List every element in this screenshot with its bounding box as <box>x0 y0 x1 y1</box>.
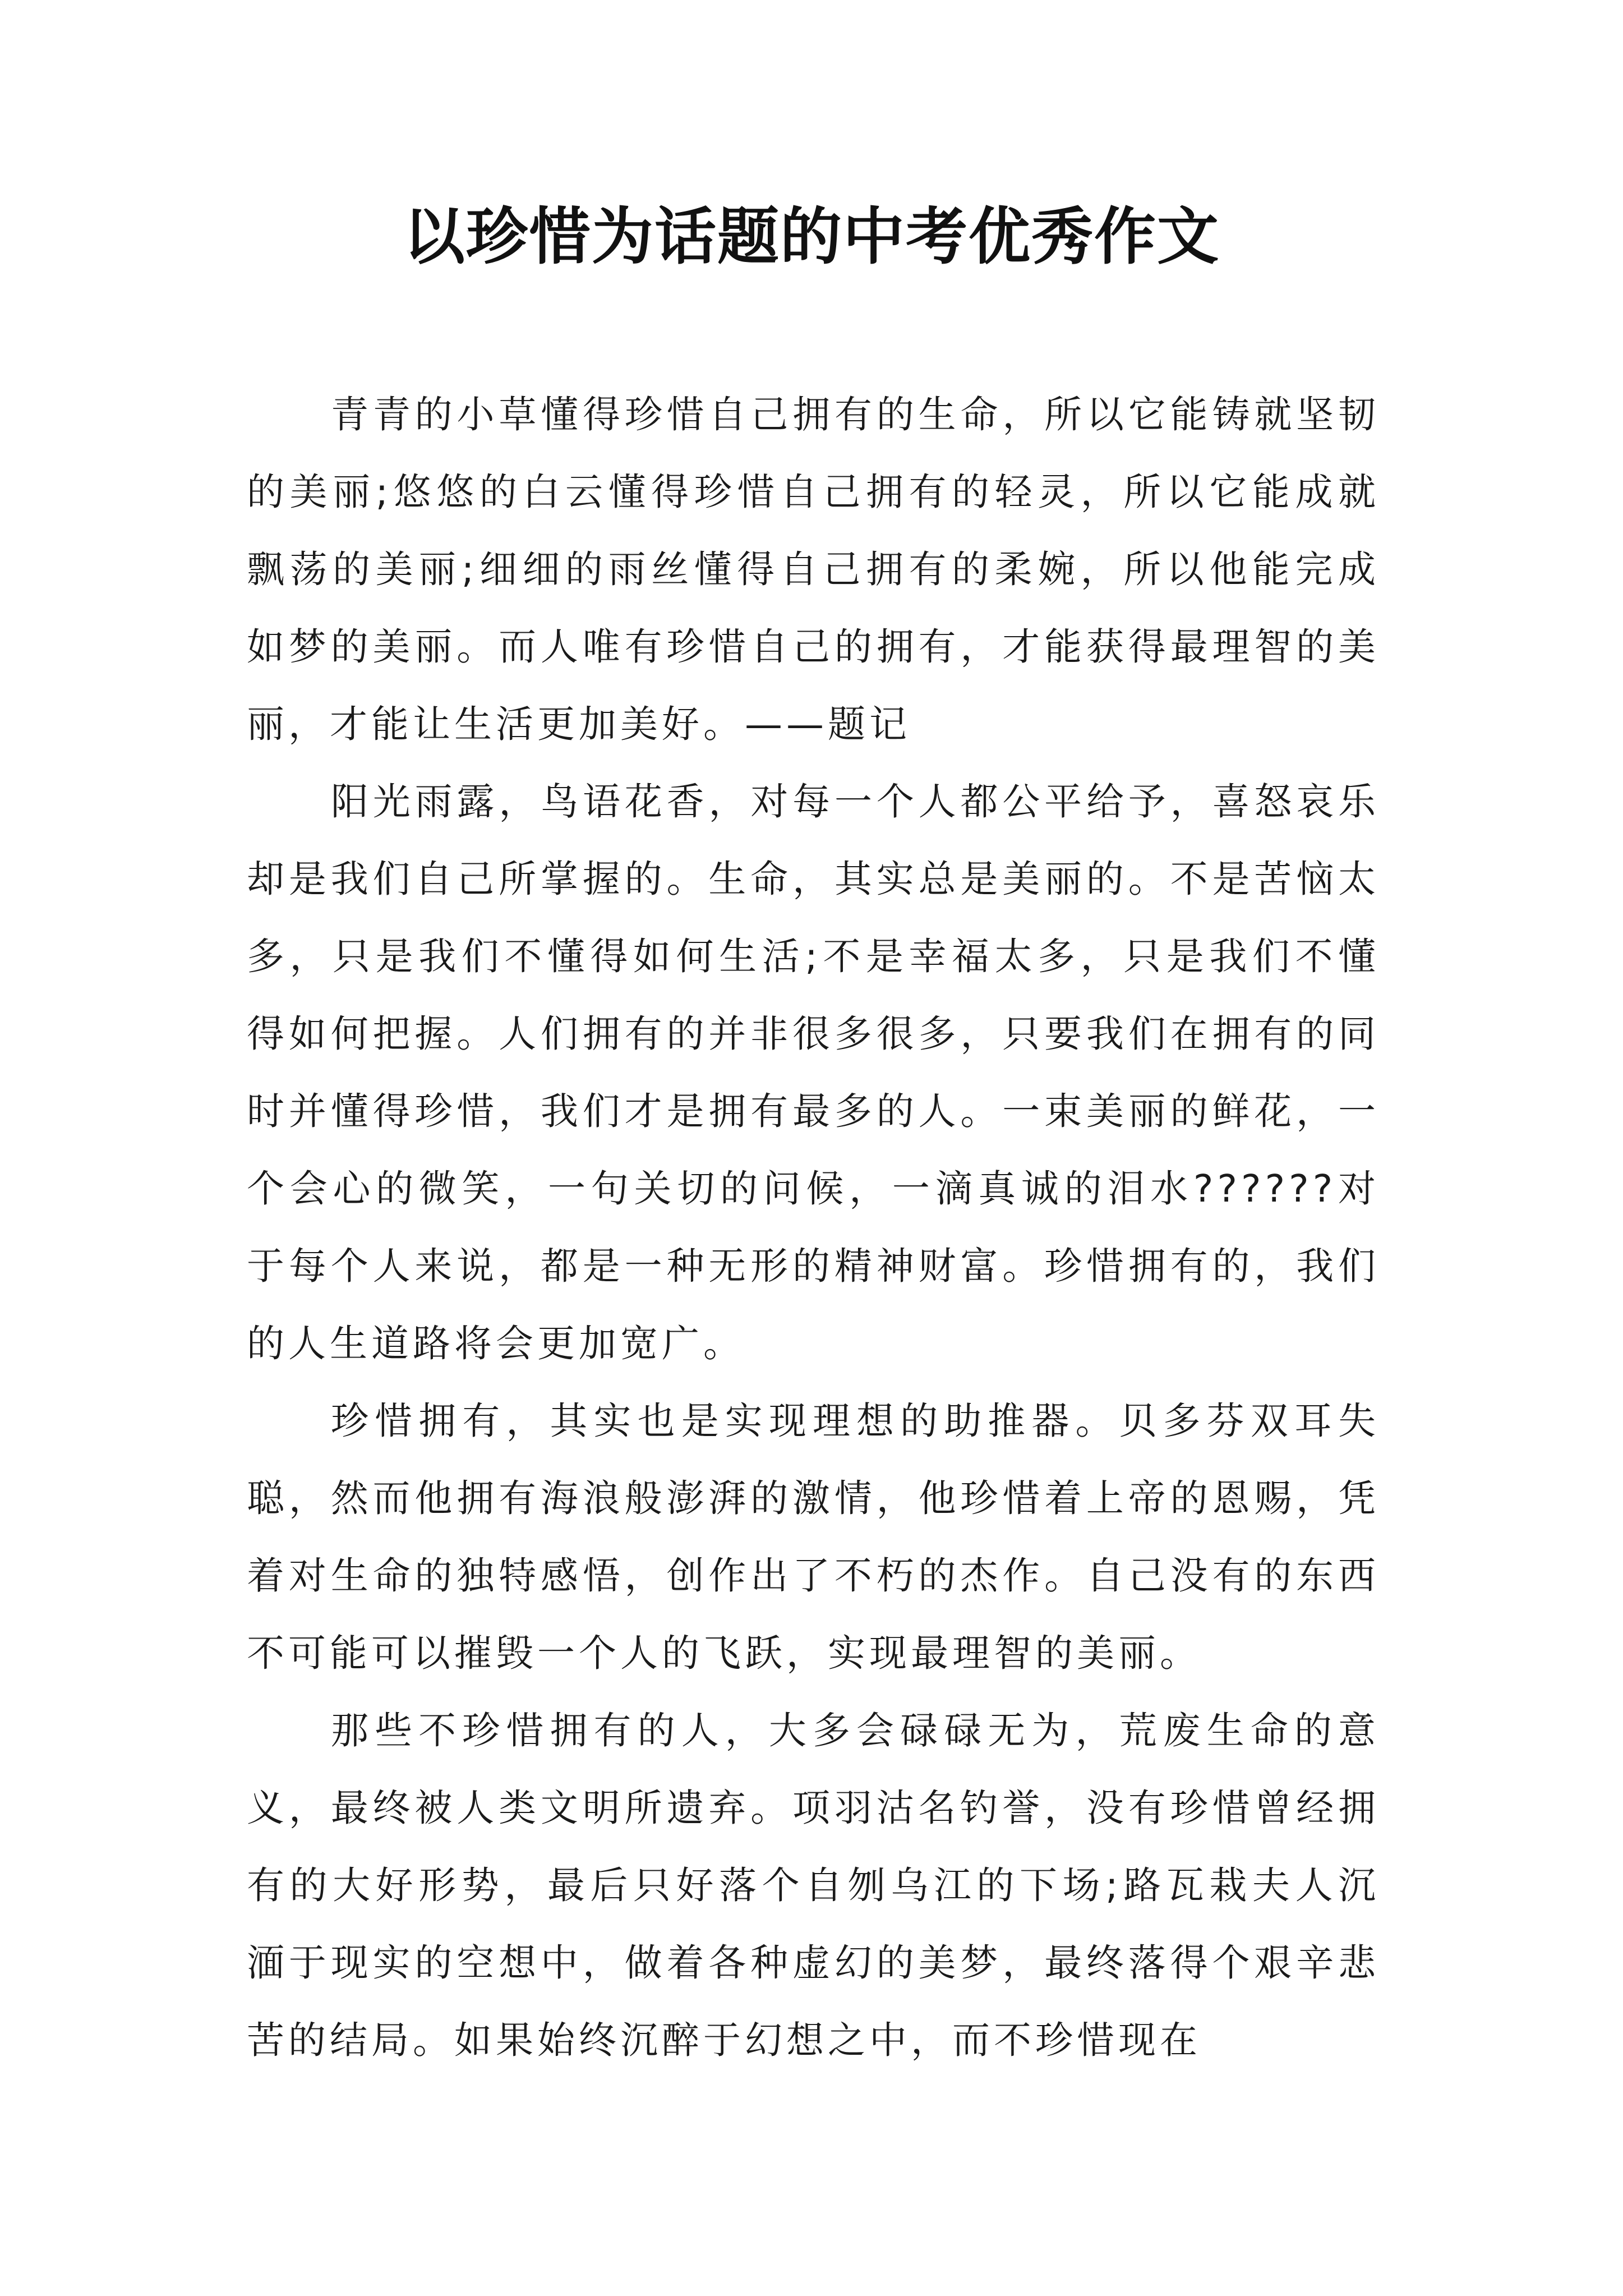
document-body <box>247 376 1380 2079</box>
paragraph-2: 阳光雨露，鸟语花香，对每一个人都公平给予，喜怒哀乐却是我们自己所掌握的。生命，其实总是美丽的。不是苦恼太多，只是我们不懂得如何生活;不是幸福太多，只是我们不懂得如何把握。人们拥有的并非很多很多，只要我们在拥有的同时并懂得珍惜，我们才是拥有最多的人。一束美丽的鲜花，一个会心的微笑，一句关切的问候，一滴真诚的泪水??????对于每个人来说，都是一种无形的精神财富。珍惜拥有的，我们的人生道路将会更加宽广。 <box>247 780 1380 1365</box>
paragraph-epigraph: 青青的小草懂得珍惜自己拥有的生命，所以它能铸就坚韧的美丽;悠悠的白云懂得珍惜自己拥有的轻灵，所以它能成就飘荡的美丽;细细的雨丝懂得自己拥有的柔婉，所以他能完成如梦的美丽。而人唯有珍惜自己的拥有，才能获得最理智的美丽，才能让生活更加美好。——题记 <box>247 393 1380 746</box>
paragraph-4: 那些不珍惜拥有的人，大多会碌碌无为，荒废生命的意义，最终被人类文明所遗弃。项羽沽名钓誉，没有珍惜曾经拥有的大好形势，最后只好落个自刎乌江的下场;路瓦栽夫人沉湎于现实的空想中，做着各种虚幻的美梦，最终落得个艰辛悲苦的结局。如果始终沉醉于幻想之中，而不珍惜现在 <box>247 1709 1380 2062</box>
paragraph-3: 珍惜拥有，其实也是实现理想的助推器。贝多芬双耳失聪，然而他拥有海浪般澎湃的激情，他珍惜着上帝的恩赐，凭着对生命的独特感悟，创作出了不朽的杰作。自己没有的东西不可能可以摧毁一个人的飞跃，实现最理智的美丽。 <box>247 1399 1380 1675</box>
document-title: 以珍惜为话题的中考优秀作文 <box>403 200 1220 273</box>
